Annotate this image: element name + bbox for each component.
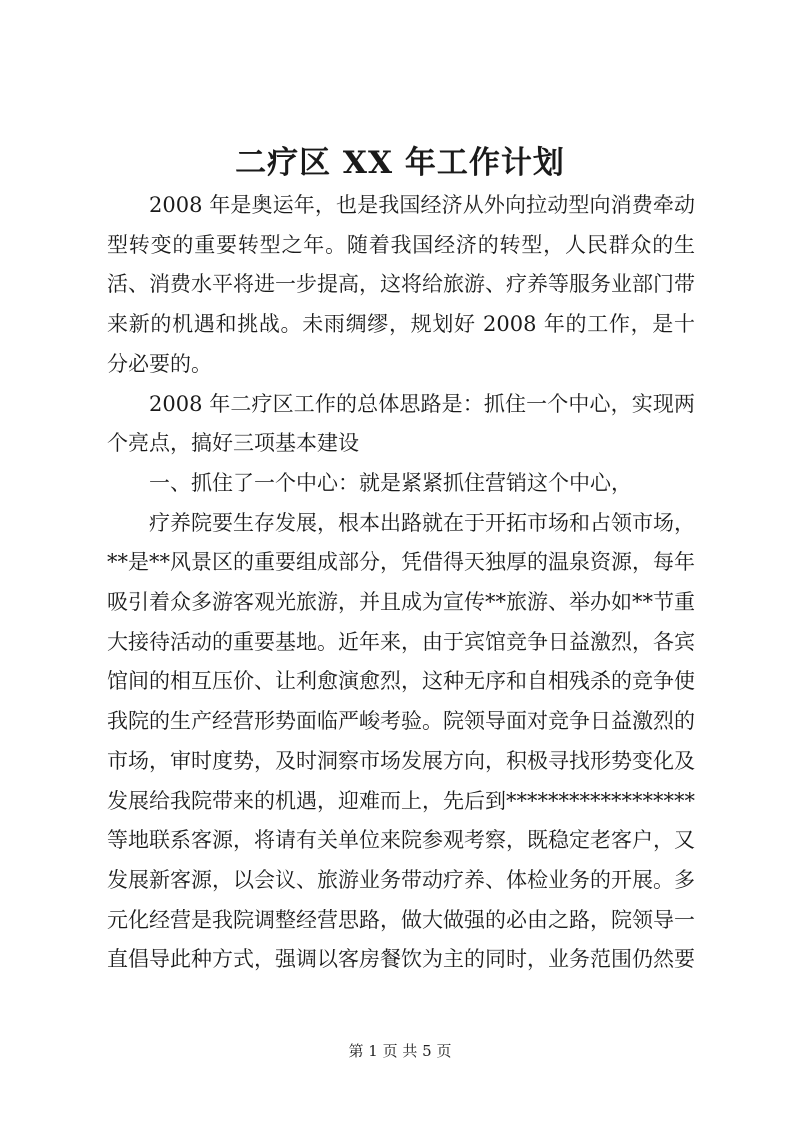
paragraph-overall-approach: 2008 年二疗区工作的总体思路是：抓住一个中心，实现两个亮点，搞好三项基本建设: [107, 391, 695, 456]
page-number-footer: 第 1 页 共 5 页: [348, 1042, 452, 1060]
paragraph-section-one-heading: 一、抓住了一个中心：就是紧紧抓住营销这个中心，: [149, 470, 632, 495]
document-body: [107, 186, 695, 980]
page-title: 二疗区 XX 年工作计划: [235, 145, 565, 181]
paragraph-intro: 2008 年是奥运年，也是我国经济从外向拉动型向消费牵动型转变的重要转型之年。随着我国经济的转型，人民群众的生活、消费水平将进一步提高，这将给旅游、疗养等服务业部门带来新的机遇和挑战。未雨绸缪，规划好 2008 年的工作，是十分必要的。: [107, 193, 695, 376]
paragraph-marketing-details: 疗养院要生存发展，根本出路就在于开拓市场和占领市场，**是**风景区的重要组成部分，凭借得天独厚的温泉资源，每年吸引着众多游客观光旅游，并且成为宣传**旅游、举办如**节重大接待活动的重要基地。近年来，由于宾馆竞争日益激烈，各宾馆间的相互压价、让利愈演愈烈，这种无序和自相残杀的竞争使我院的生产经营形势面临严峻考验。院领导面对竞争日益激烈的市场，审时度势，及时洞察市场发展方向，积极寻找形势变化及发展给我院带来的机遇，迎难而上，先后到******************等地联系客源，将请有关单位来院参观考察，既稳定老客户，又发展新客源，以会议、旅游业务带动疗养、体检业务的开展。多元化经营是我院调整经营思路，做大做强的必由之路，院领导一直倡导此种方式，强调以客房餐饮为主的同时，业务范围仍然要: [107, 510, 695, 972]
